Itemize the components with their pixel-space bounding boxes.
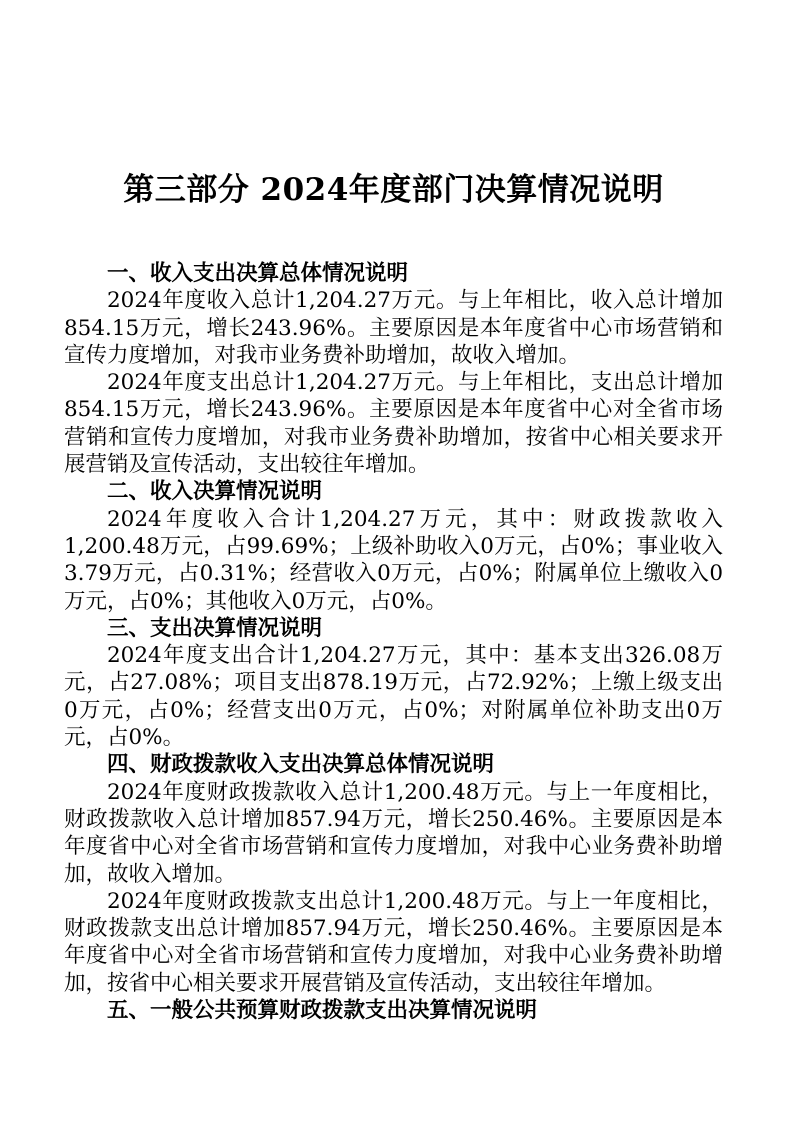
section-2-heading: 二、收入决算情况说明 (107, 479, 323, 505)
section-1-heading: 一、收入支出决算总体情况说明 (107, 261, 409, 286)
section-1-paragraph-1: 2024年度收入总计1,204.27万元。与上年相比，收入总计增加854.15万元，增长243.96%。主要原因是本年度省中心市场营销和宣传力度增加，对我市业务费补助增加，故收入增加。 (64, 288, 723, 368)
section-4-paragraph-1: 2024年度财政拨款收入总计1,200.48万元。与上一年度相比，财政拨款收入总计增加857.94万元，增长250.46%。主要原因是本年度省中心对全省市场营销和宣传力度增加，对我中心业务费补助增加，故收入增加。 (64, 779, 723, 887)
document-body (64, 260, 723, 1024)
section-fiscal-appropriation-overview (64, 751, 723, 997)
section-3-paragraph-1: 2024年度支出合计1,204.27万元，其中：基本支出326.08万元，占27.08%；项目支出878.19万元，占72.92%；上缴上级支出0万元，占0%；经营支出0万元，占0%；对附属单位补助支出0万元，占0%。 (64, 643, 723, 751)
section-income-final-accounts (64, 478, 723, 614)
document-title: 第三部分 2024年度部门决算情况说明 (123, 172, 664, 208)
section-4-paragraph-2: 2024年度财政拨款支出总计1,200.48万元。与上一年度相比，财政拨款支出总计增加857.94万元，增长250.46%。主要原因是本年度省中心对全省市场营销和宣传力度增加，对我中心业务费补助增加，按省中心相关要求开展营销及宣传活动，支出较往年增加。 (64, 888, 723, 996)
section-4-heading: 四、财政拨款收入支出决算总体情况说明 (107, 752, 495, 778)
section-income-expenditure-overview (64, 260, 723, 478)
section-general-public-budget (64, 997, 723, 1024)
section-5-heading: 五、一般公共预算财政拨款支出决算情况说明 (107, 998, 538, 1024)
section-3-heading: 三、支出决算情况说明 (107, 615, 323, 641)
section-2-paragraph-1: 2024年度收入合计1,204.27万元，其中：财政拨款收入1,200.48万元，占99.69%；上级补助收入0万元，占0%；事业收入3.79万元，占0.31%；经营收入0万元，占0%；附属单位上缴收入0万元，占0%；其他收入0万元，占0%。 (64, 506, 723, 614)
section-1-paragraph-2: 2024年度支出总计1,204.27万元。与上年相比，支出总计增加854.15万元，增长243.96%。主要原因是本年度省中心对全省市场营销和宣传力度增加，对我市业务费补助增加，按省中心相关要求开展营销及宣传活动，支出较往年增加。 (64, 370, 723, 478)
section-expenditure-final-accounts (64, 615, 723, 751)
